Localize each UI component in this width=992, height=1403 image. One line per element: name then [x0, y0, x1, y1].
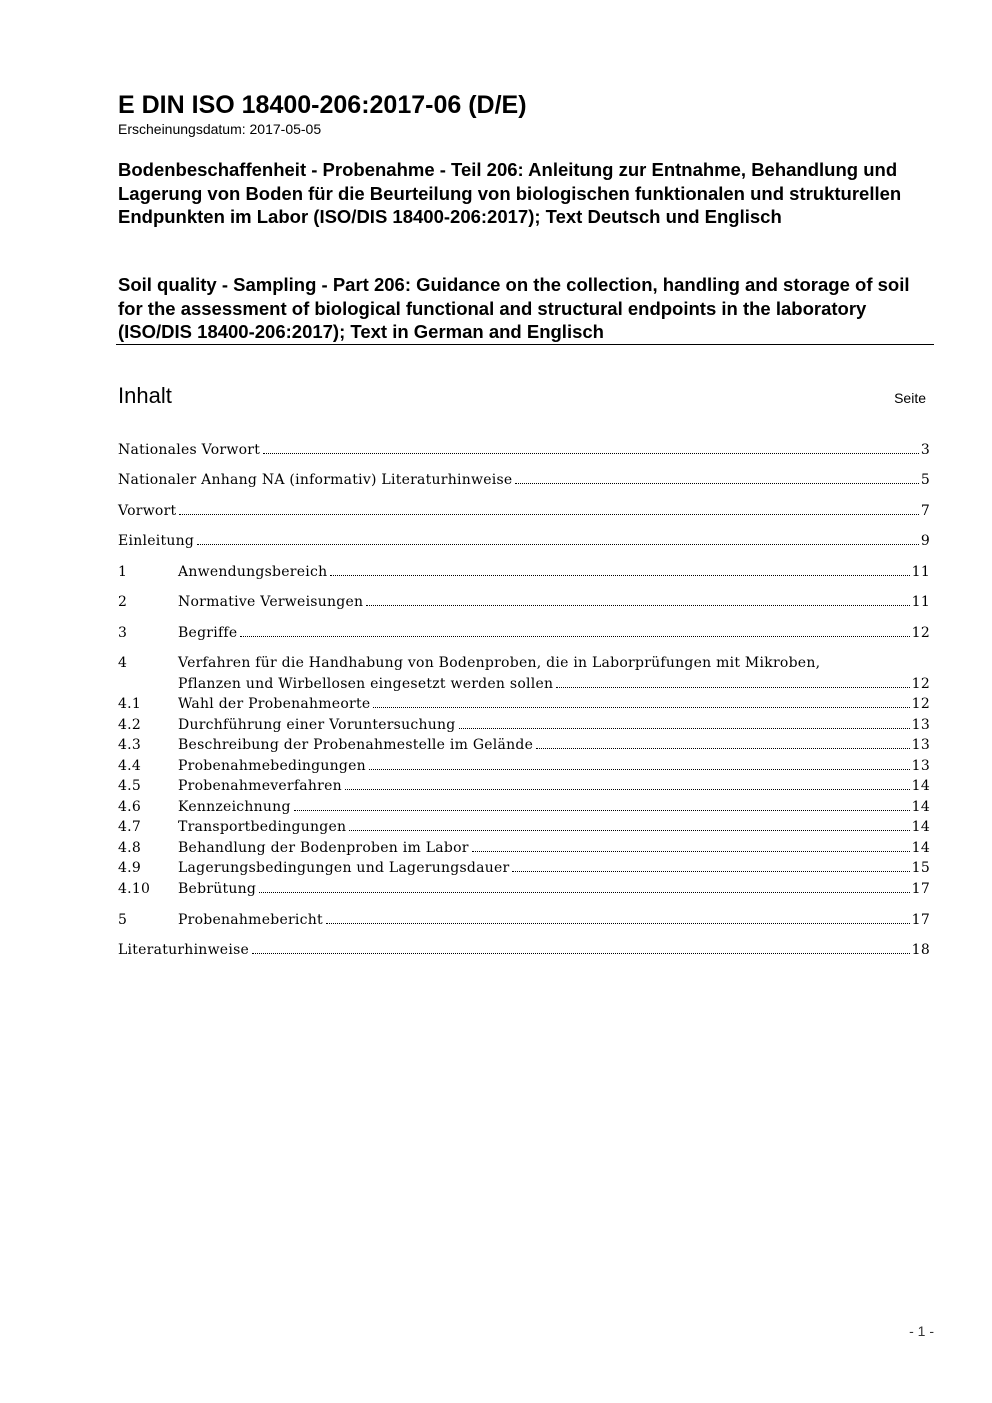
toc-entry-page: 5 [920, 472, 930, 488]
toc-entry-title: Normative Verweisungen [178, 594, 364, 610]
toc-entry-number: 4.1 [118, 696, 142, 712]
toc-entry-title: Transportbedingungen [178, 819, 347, 835]
toc-entry-number: 4.10 [118, 881, 151, 897]
toc-entry-number: 1 [118, 564, 128, 580]
toc-entry[interactable] [118, 735, 930, 756]
toc-entry-number: 4.3 [118, 737, 142, 753]
toc-entry-number: 4.9 [118, 860, 142, 876]
toc-leader-dots [472, 851, 910, 852]
toc-entry-page: 9 [920, 533, 930, 549]
toc-entry[interactable] [118, 653, 930, 695]
toc-entry-title: Nationales Vorwort [118, 442, 261, 458]
toc-entry[interactable] [118, 756, 930, 777]
toc-entry-title: Literaturhinweise [118, 942, 250, 958]
toc-entry-title-line1: Verfahren für die Handhabung von Bodenproben, die in Laborprüfungen mit Mikroben, [178, 655, 821, 671]
toc-entry-title: Anwendungsbereich [178, 564, 328, 580]
toc-entry-title: Lagerungsbedingungen und Lagerungsdauer [178, 860, 510, 876]
page-number: - 1 - [909, 1323, 934, 1339]
toc-leader-dots [556, 687, 909, 688]
toc-entry-title: Probenahmebedingungen [178, 758, 366, 774]
toc-entry[interactable] [118, 694, 930, 715]
toc-entry-title: Behandlung der Bodenproben im Labor [178, 840, 469, 856]
toc-leader-dots [179, 514, 918, 515]
toc-entry-page: 12 [911, 696, 930, 712]
toc-leader-dots [459, 728, 910, 729]
toc-leader-dots [345, 789, 910, 790]
toc-leader-dots [263, 453, 919, 454]
toc-leader-dots [330, 575, 909, 576]
toc-leader-dots [240, 636, 909, 637]
toc-entry[interactable] [118, 623, 930, 644]
toc-leader-dots [294, 810, 910, 811]
toc-entry-number: 2 [118, 594, 128, 610]
toc-leader-dots [512, 871, 909, 872]
toc-entry[interactable] [118, 440, 930, 461]
toc-entry-title: Begriffe [178, 625, 238, 641]
title-english: Soil quality - Sampling - Part 206: Guidance on the collection, handling and storage of soil for the assessment of biological functional and structural endpoints in the laboratory (ISO/DIS 18400-206:2017); Text in German and Englisch [118, 274, 910, 342]
toc-entry[interactable] [118, 879, 930, 900]
toc-entry-number: 4.5 [118, 778, 142, 794]
toc-entry-number: 4.4 [118, 758, 142, 774]
toc-entry[interactable] [118, 470, 930, 491]
toc-heading: Inhalt [118, 383, 172, 408]
toc-entry[interactable] [118, 715, 930, 736]
toc-entry-title: Probenahmebericht [178, 912, 323, 928]
toc-leader-dots [536, 748, 910, 749]
toc-entry-title: Wahl der Probenahmeorte [178, 696, 371, 712]
publication-date: Erscheinungsdatum: 2017-05-05 [118, 121, 322, 137]
toc-entry-page: 13 [911, 737, 930, 753]
toc-entry[interactable] [118, 817, 930, 838]
toc-leader-dots [259, 892, 910, 893]
toc-entry-page: 17 [911, 912, 930, 928]
toc-entry[interactable] [118, 531, 930, 552]
toc-entry-page: 15 [911, 860, 930, 876]
toc-leader-dots [252, 953, 910, 954]
toc-leader-dots [373, 707, 909, 708]
toc-entry-number: 4 [118, 655, 128, 671]
document-id: E DIN ISO 18400-206:2017-06 (D/E) [118, 91, 527, 119]
toc-leader-dots [326, 923, 910, 924]
toc-entry-number: 4.7 [118, 819, 142, 835]
toc-leader-dots [369, 769, 910, 770]
toc-entry-title: Durchführung einer Voruntersuchung [178, 717, 456, 733]
toc-page-column-label: Seite [894, 390, 926, 406]
toc-entry-page: 12 [911, 676, 930, 692]
toc-entry-title: Kennzeichnung [178, 799, 291, 815]
toc-entry[interactable] [118, 776, 930, 797]
toc-entry[interactable] [118, 910, 930, 931]
toc-entry-number: 4.2 [118, 717, 142, 733]
toc-entry-title: Pflanzen und Wirbellosen eingesetzt werden sollen [178, 676, 554, 692]
toc-entry[interactable] [118, 858, 930, 879]
toc-entry-title: Beschreibung der Probenahmestelle im Gelände [178, 737, 534, 753]
toc-entry-title: Vorwort [118, 503, 177, 519]
toc-entry-number: 3 [118, 625, 128, 641]
toc-entry-page: 18 [911, 942, 930, 958]
toc-entry-page: 14 [911, 799, 930, 815]
toc-entry-title: Probenahmeverfahren [178, 778, 342, 794]
toc-leader-dots [515, 483, 918, 484]
toc-leader-dots [366, 605, 909, 606]
toc-entry[interactable] [118, 838, 930, 859]
header-divider [116, 344, 934, 345]
toc-entry-page: 14 [911, 840, 930, 856]
toc-entry-page: 13 [911, 758, 930, 774]
toc-entry-page: 14 [911, 778, 930, 794]
toc-entry-page: 11 [911, 594, 930, 610]
toc-entry-page: 14 [911, 819, 930, 835]
toc-entry-number: 4.6 [118, 799, 142, 815]
toc-entry-title: Bebrütung [178, 881, 257, 897]
toc-entry[interactable] [118, 562, 930, 583]
toc-entry-page: 3 [920, 442, 930, 458]
toc-entry-page: 11 [911, 564, 930, 580]
toc-entry[interactable] [118, 592, 930, 613]
toc-entry[interactable] [118, 940, 930, 961]
toc-entry-title: Nationaler Anhang NA (informativ) Literaturhinweise [118, 472, 513, 488]
toc-entry-number: 5 [118, 912, 128, 928]
toc-entry-number: 4.8 [118, 840, 142, 856]
toc-entry-page: 12 [911, 625, 930, 641]
toc-entry-page: 17 [911, 881, 930, 897]
toc-entry[interactable] [118, 501, 930, 522]
toc-entry[interactable] [118, 797, 930, 818]
toc-entry-title: Einleitung [118, 533, 195, 549]
toc-entry-page: 7 [920, 503, 930, 519]
toc-leader-dots [349, 830, 909, 831]
toc-leader-dots [197, 544, 919, 545]
toc-entry-page: 13 [911, 717, 930, 733]
title-german: Bodenbeschaffenheit - Probenahme - Teil 206: Anleitung zur Entnahme, Behandlung und Lagerung von Boden für die Beurteilung von biologischen funktionalen und strukturellen Endpunkten im Labor (ISO/DIS 18400-206:2017); Text Deutsch und Englisch [118, 159, 902, 227]
